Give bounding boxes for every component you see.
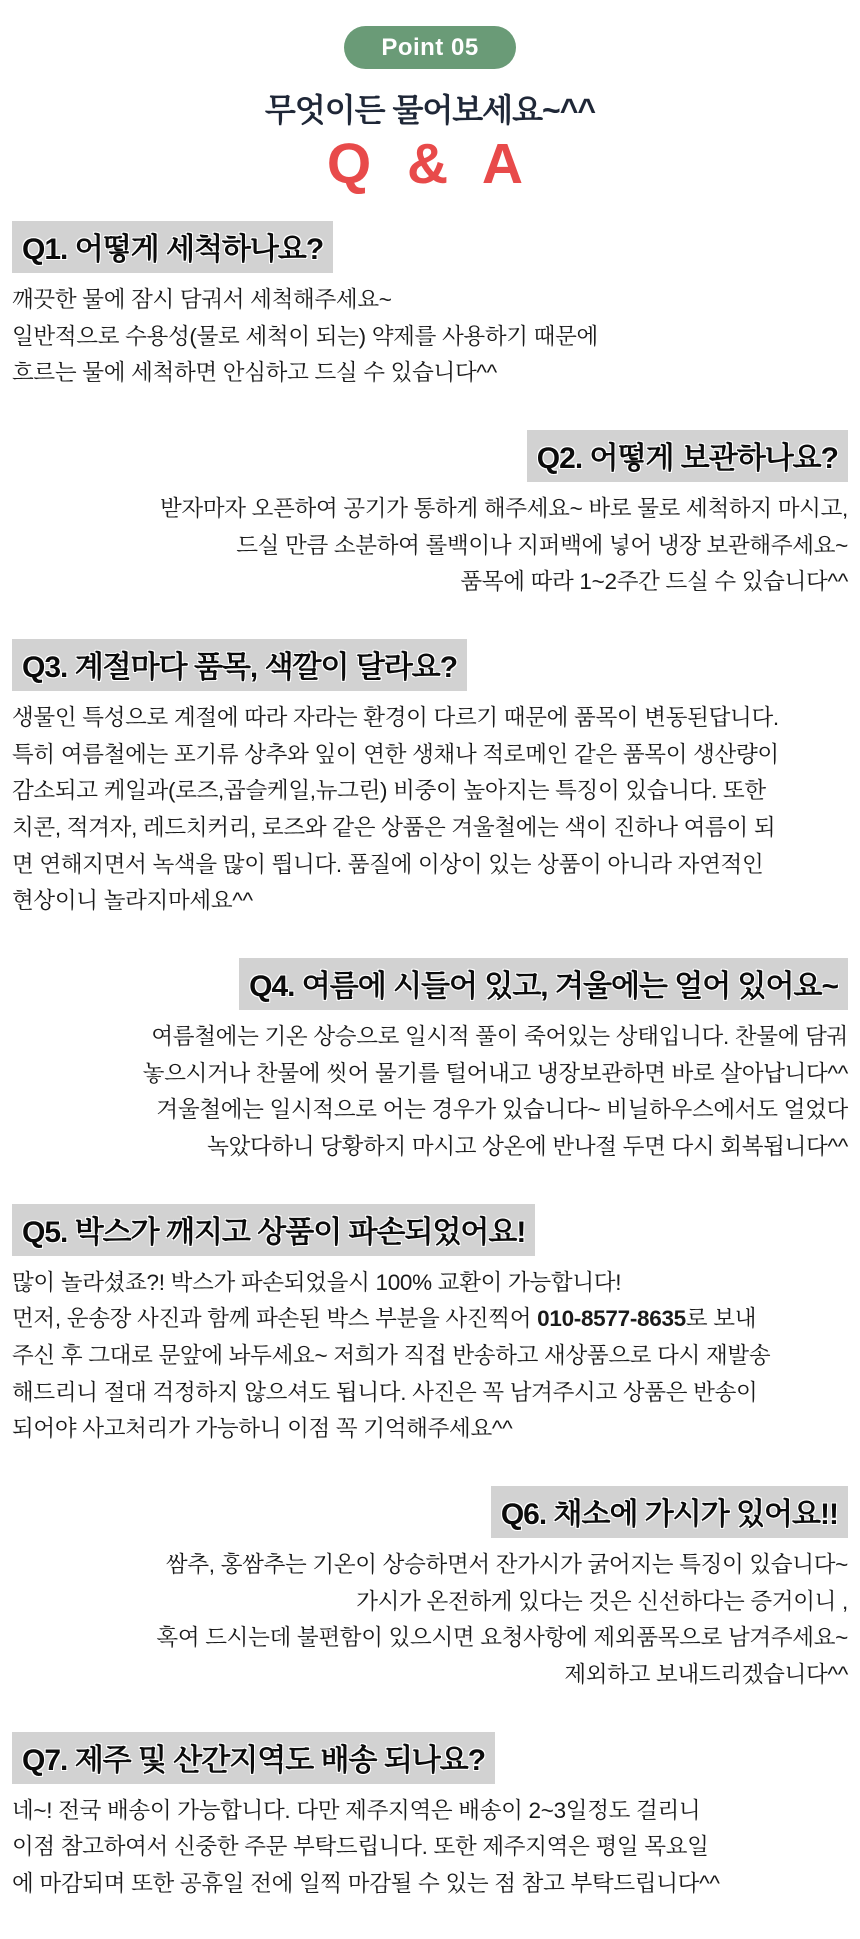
page-subtitle: 무엇이든 물어보세요~^^ [264, 92, 596, 128]
answer-text [12, 700, 848, 920]
answer-line: 겨울철에는 일시적으로 어는 경우가 있습니다~ 비닐하우스에서도 얼었다 [156, 1097, 848, 1123]
faq-section [12, 430, 848, 601]
faq-section [12, 1732, 848, 1903]
answer-line: 흐르는 물에 세척하면 안심하고 드실 수 있습니다^^ [12, 360, 497, 386]
answer-line: 생물인 특성으로 계절에 따라 자라는 환경이 다르기 때문에 품목이 변동된답니다. [12, 705, 779, 731]
answer-line: 녹았다하니 당황하지 마시고 상온에 반나절 두면 다시 회복됩니다^^ [207, 1134, 848, 1160]
answer-text [12, 491, 848, 601]
faq-list [12, 221, 848, 1903]
faq-section [12, 1204, 848, 1448]
answer-text [12, 1019, 848, 1166]
faq-section [12, 958, 848, 1166]
answer-line: 일반적으로 수용성(물로 세척이 되는) 약제를 사용하기 때문에 [12, 323, 598, 349]
answer-line: 먼저, 운송장 사진과 함께 파손된 박스 부분을 사진찍어 010-8577-8635로 보내 [12, 1306, 757, 1332]
faq-section [12, 639, 848, 920]
answer-line: 네~! 전국 배송이 가능합니다. 다만 제주지역은 배송이 2~3일정도 걸리니 [12, 1797, 701, 1823]
answer-line: 깨끗한 물에 잠시 담궈서 세척해주세요~ [12, 287, 392, 312]
answer-line: 해드리니 절대 걱정하지 않으셔도 됩니다. 사진은 꼭 남겨주시고 상품은 반송이 [12, 1379, 758, 1405]
answer-line: 되어야 사고처리가 가능하니 이점 꼭 기억해주세요^^ [12, 1416, 513, 1442]
answer-line: 품목에 따라 1~2주간 드실 수 있습니다^^ [460, 569, 848, 595]
answer-line: 주신 후 그대로 문앞에 놔두세요~ 저희가 직접 반송하고 새상품으로 다시 재발송 [12, 1343, 771, 1369]
page-title: Q & A [326, 132, 534, 196]
question-heading: Q7. 제주 및 산간지역도 배송 되나요? [12, 1732, 495, 1784]
answer-line: 가시가 온전하게 있다는 것은 신선하다는 증거이니 , [356, 1588, 848, 1614]
answer-text [12, 1265, 848, 1448]
answer-text [12, 282, 848, 392]
answer-line: 현상이니 놀라지마세요^^ [12, 888, 253, 914]
question-heading: Q1. 어떻게 세척하나요? [12, 221, 333, 273]
answer-line: 특히 여름철에는 포기류 상추와 잎이 연한 생채나 적로메인 같은 품목이 생산량이 [12, 741, 779, 767]
answer-line: 제외하고 보내드리겠습니다^^ [564, 1662, 848, 1688]
point-badge: Point 05 [344, 26, 516, 69]
page-header [12, 26, 848, 195]
answer-line: 많이 놀라셨죠?! 박스가 파손되었을시 100% 교환이 가능합니다! [12, 1269, 622, 1295]
answer-line: 치콘, 적겨자, 레드치커리, 로즈와 같은 상품은 겨울철에는 색이 진하나 여름이 되 [12, 815, 776, 841]
answer-line: 에 마감되며 또한 공휴일 전에 일찍 마감될 수 있는 점 참고 부탁드립니다^^ [12, 1871, 720, 1897]
question-heading: Q5. 박스가 깨지고 상품이 파손되었어요! [12, 1204, 535, 1256]
answer-line: 쌈추, 홍쌈추는 기온이 상승하면서 잔가시가 굵어지는 특징이 있습니다~ [165, 1552, 848, 1578]
question-heading: Q4. 여름에 시들어 있고, 겨울에는 얼어 있어요~ [239, 958, 848, 1010]
answer-text [12, 1547, 848, 1694]
phone-number: 010-8577-8635 [537, 1306, 686, 1332]
answer-line: 혹여 드시는데 불편함이 있으시면 요청사항에 제외품목으로 남겨주세요~ [156, 1625, 848, 1651]
answer-line: 여름철에는 기온 상승으로 일시적 풀이 죽어있는 상태입니다. 찬물에 담궈 [151, 1024, 848, 1050]
faq-section [12, 1486, 848, 1694]
answer-line: 이점 참고하여서 신중한 주문 부탁드립니다. 또한 제주지역은 평일 목요일 [12, 1834, 709, 1860]
answer-line: 놓으시거나 찬물에 씻어 물기를 털어내고 냉장보관하면 바로 살아납니다^^ [142, 1060, 848, 1086]
faq-section [12, 221, 848, 392]
answer-line: 감소되고 케일과(로즈,곱슬케일,뉴그린) 비중이 높아지는 특징이 있습니다. 또한 [12, 778, 766, 804]
answer-line: 면 연해지면서 녹색을 많이 띕니다. 품질에 이상이 있는 상품이 아니라 자연적인 [12, 851, 764, 877]
answer-line: 받자마자 오픈하여 공기가 통하게 해주세요~ 바로 물로 세척하지 마시고, [159, 496, 848, 522]
question-heading: Q2. 어떻게 보관하나요? [527, 430, 848, 482]
answer-line: 드실 만큼 소분하여 롤백이나 지퍼백에 넣어 냉장 보관해주세요~ [236, 532, 848, 558]
question-heading: Q6. 채소에 가시가 있어요!! [491, 1486, 848, 1538]
question-heading: Q3. 계절마다 품목, 색깔이 달라요? [12, 639, 467, 691]
answer-text [12, 1793, 848, 1903]
